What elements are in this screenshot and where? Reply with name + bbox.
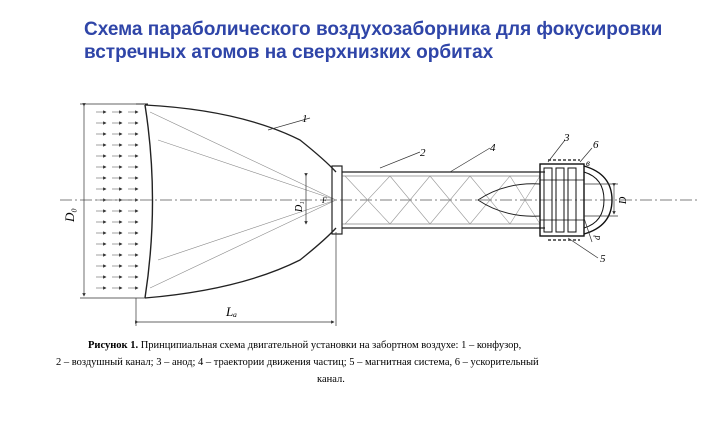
label-4: 4 <box>490 142 496 154</box>
label-3: 3 <box>564 132 570 144</box>
label-5: 5 <box>600 253 606 265</box>
slide-title: Схема параболического воздухозаборника для фокусировки встречных атомов на сверхнизких орбитах <box>84 19 663 63</box>
label-D1: D₁ <box>294 201 305 212</box>
caption-text-1: Принципиальная схема двигательной установки на забортном воздухе: 1 – конфузор, <box>140 340 522 351</box>
label-D: D <box>618 196 629 204</box>
label-2: 2 <box>420 147 426 159</box>
confuser-outer-wall-bottom <box>145 228 336 298</box>
figure-number: Рисунок 1. <box>88 340 139 351</box>
label-F: F <box>322 196 327 205</box>
label-D0: D₀ <box>62 208 77 222</box>
figure-caption-line-2: 2 – воздушный канал; 3 – анод; 4 – траектории движения частиц; 5 – магнитная система, 6 – ускорительный <box>56 357 539 368</box>
label-La: Lₐ <box>226 304 238 319</box>
label-b: в <box>586 158 590 168</box>
label-1: 1 <box>302 113 308 125</box>
figure-caption-line-3: канал. <box>317 374 345 385</box>
label-6: 6 <box>593 139 599 151</box>
paraboloid-confuser <box>145 105 153 298</box>
figure-caption-line-1 <box>88 340 521 351</box>
label-d: d <box>592 235 602 240</box>
